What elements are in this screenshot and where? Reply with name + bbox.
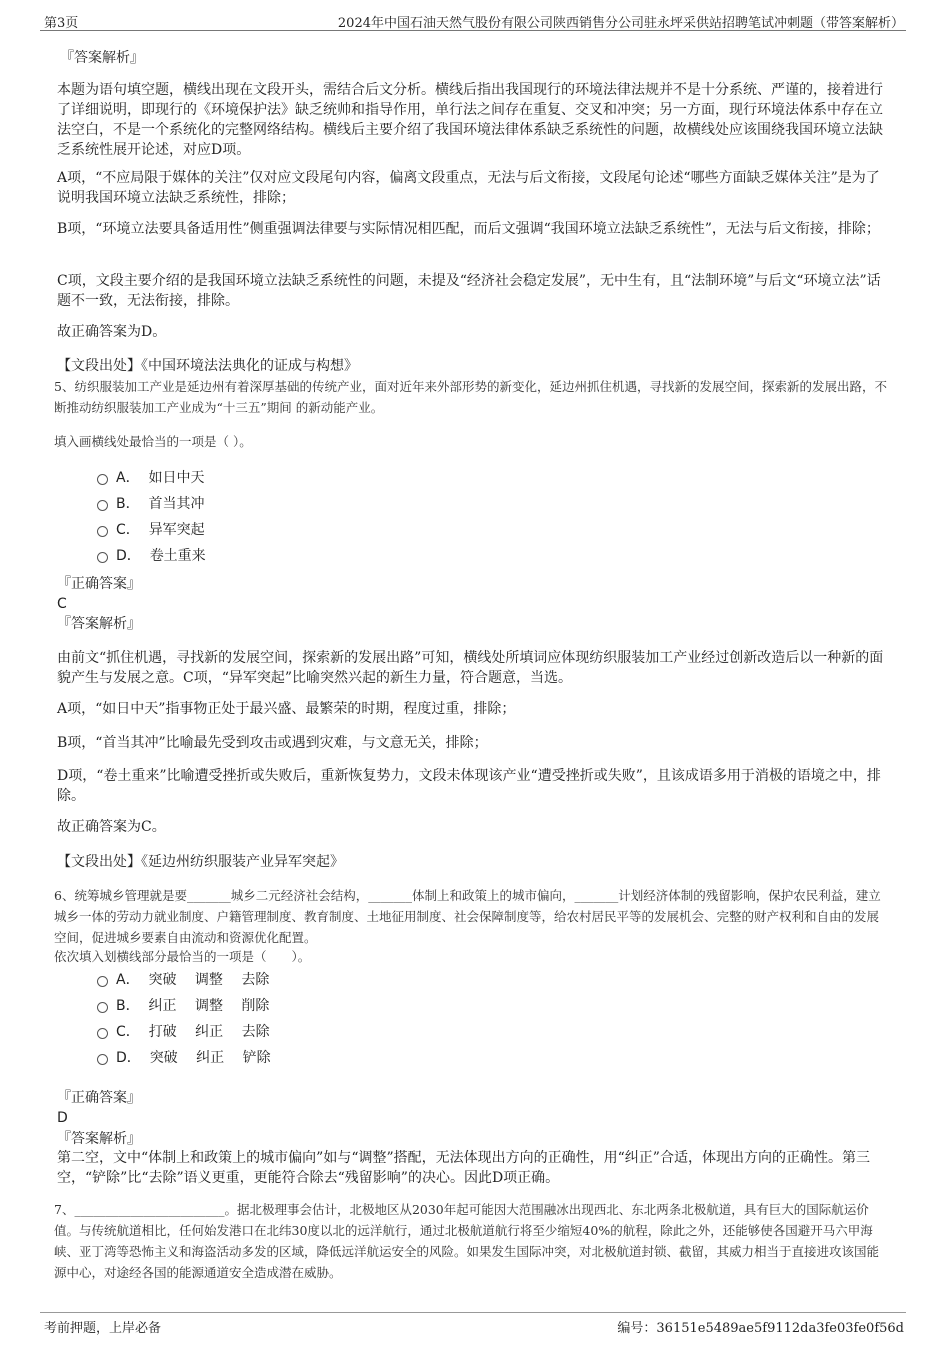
q6-analysis-p1: 第二空，文中“体制上和政策上的城市偏向”如与“调整”搭配，无法体现出方向的正确性，用“纠正”合适，体现出方向的正确性。第三空，“铲除”比“去除”语义更重，更能符合除去“残留影响”的决心。因此D项正确。: [57, 1150, 870, 1186]
q5-analysis-label: 『答案解析』: [57, 616, 141, 632]
q4-analysis-p4: C项，文段主要介绍的是我国环境立法缺乏系统性的问题，未提及“经济社会稳定发展”，无中生有，且“法制环境”与后文“环境立法”话题不一致，无法衔接，排除。: [57, 273, 881, 309]
radio-icon[interactable]: [97, 526, 108, 537]
q5-analysis-p3: B项，“首当其冲”比喻最先受到攻击或遇到灾难，与文意无关，排除；: [57, 735, 488, 751]
q4-source: 【文段出处】《中国环境法法典化的证成与构想》: [57, 358, 358, 374]
q5-analysis-p4: D项，“卷土重来”比喻遭受挫折或失败后，重新恢复势力，文段未体现该产业“遭受挫折或失败”，且该成语多用于消极的语境之中，排除。: [57, 768, 881, 804]
q5-source: 【文段出处】《延边州纺织服装产业异军突起》: [57, 854, 344, 870]
q6-stem: 6、统筹城乡管理就是要_______城乡二元经济社会结构，_______体制上和政策上的城市偏向，_______计划经济体制的残留影响，保护农民利益，建立城乡一体的劳动力就业制度、户籍管理制度、教育制度、土地征用制度、社会保障制度等，给农村居民平等的发展机会、完整的财产权利和自由的发展空间，促进城乡要素自由流动和资源优化配置。: [54, 888, 881, 945]
page-header: [40, 8, 906, 31]
q5-analysis-p5: 故正确答案为C。: [57, 819, 166, 835]
q5-answer: C: [57, 596, 67, 612]
radio-icon[interactable]: [97, 552, 108, 563]
radio-icon[interactable]: [97, 1054, 108, 1065]
q7-stem: 7、________________________。据北极理事会估计，北极地区从2030年起可能因大范围融冰出现西北、东北两条北极航道，具有巨大的国际航运价值。与传统航道相比，任何始发港口在北纬30度以北的远洋航行，通过北极航道航行将至少缩短40%的航程，除此之外，还能够使各国避开马六甲海峡、亚丁湾等恐怖主义和海盗活动多发的区域，降低远洋航运安全的风险。如果发生国际冲突，对北极航道封锁、截留，其威力相当于直接进攻该国能源中心，对途经各国的能源通道安全造成潜在威胁。: [54, 1202, 880, 1280]
footer-slogan: 考前押题，上岸必备: [44, 1321, 162, 1336]
q5-analysis-p1: 由前文“抓住机遇，寻找新的发展空间，探索新的发展出路”可知，横线处所填词应体现纺织服装加工产业经过创新改造后以一种新的面貌产生与发展之意。C项，“异军突起”比喻突然兴起的新生力量，符合题意，当选。: [57, 650, 884, 686]
q5-option-a[interactable]: A． 如日中天: [97, 468, 204, 488]
q4-analysis-label: 『答案解析』: [60, 50, 144, 66]
page-footer: [40, 1312, 906, 1339]
q6-option-d[interactable]: D． 突破 纠正 铲除: [97, 1048, 271, 1068]
page-number: 第3页: [44, 16, 79, 31]
document-id: 编号：36151e5489ae5f9112da3fe03fe0f56d: [617, 1321, 904, 1336]
q6-analysis-label: 『答案解析』: [57, 1131, 141, 1147]
q6-answer-label: 『正确答案』: [57, 1090, 141, 1106]
q6-option-b[interactable]: B． 纠正 调整 削除: [97, 996, 269, 1016]
q6-option-c[interactable]: C． 打破 纠正 去除: [97, 1022, 270, 1042]
q5-answer-label: 『正确答案』: [57, 576, 141, 592]
q4-analysis-p2: A项，“不应局限于媒体的关注”仅对应文段尾句内容，偏离文段重点，无法与后文衔接，文段尾句论述“哪些方面缺乏媒体关注”是为了说明我国环境立法缺乏系统性，排除；: [57, 170, 880, 206]
q5-stem: 5、纺织服装加工产业是延边州有着深厚基础的传统产业，面对近年来外部形势的新变化，延边州抓住机遇，寻找新的发展空间，探索新的发展出路，不断推动纺织服装加工产业成为“十三五”期间 的新动能产业。: [54, 379, 887, 415]
radio-icon[interactable]: [97, 976, 108, 987]
q5-option-d[interactable]: D． 卷土重来: [97, 546, 206, 566]
q5-analysis-p2: A项，“如日中天”指事物正处于最兴盛、最繁荣的时期，程度过重，排除；: [57, 701, 516, 717]
radio-icon[interactable]: [97, 1002, 108, 1013]
radio-icon[interactable]: [97, 500, 108, 511]
q4-analysis-p3: B项，“环境立法要具备适用性”侧重强调法律要与实际情况相匹配，而后文强调“我国环境立法缺乏系统性”，无法与后文衔接，排除；: [57, 221, 880, 237]
radio-icon[interactable]: [97, 1028, 108, 1039]
q4-analysis-p1: 本题为语句填空题，横线出现在文段开头，需结合后文分析。横线后指出我国现行的环境法律法规并不是十分系统、严谨的，接着进行了详细说明，即现行的《环境保护法》缺乏统帅和指导作用，单行法之间存在重复、交叉和冲突；另一方面，现行环境法体系中存在立法空白，不是一个系统化的完整网络结构。横线后主要介绍了我国环境法律体系缺乏系统性的问题，故横线处应该围绕我国环境立法缺乏系统性展开论述，对应D项。: [57, 82, 883, 158]
document-title: 2024年中国石油天然气股份有限公司陕西销售分公司驻永坪采供站招聘笔试冲刺题（带答案解析）: [337, 16, 904, 31]
q6-option-a[interactable]: A． 突破 调整 去除: [97, 970, 269, 990]
q5-prompt: 填入画横线处最恰当的一项是（ ）。: [54, 434, 252, 449]
q6-prompt: 依次填入划横线部分最恰当的一项是（ ）。: [54, 949, 311, 964]
radio-icon[interactable]: [97, 474, 108, 485]
q5-option-c[interactable]: C． 异军突起: [97, 520, 205, 540]
q5-option-b[interactable]: B． 首当其冲: [97, 494, 205, 514]
q4-analysis-p5: 故正确答案为D。: [57, 324, 167, 340]
q6-answer: D: [57, 1110, 68, 1126]
